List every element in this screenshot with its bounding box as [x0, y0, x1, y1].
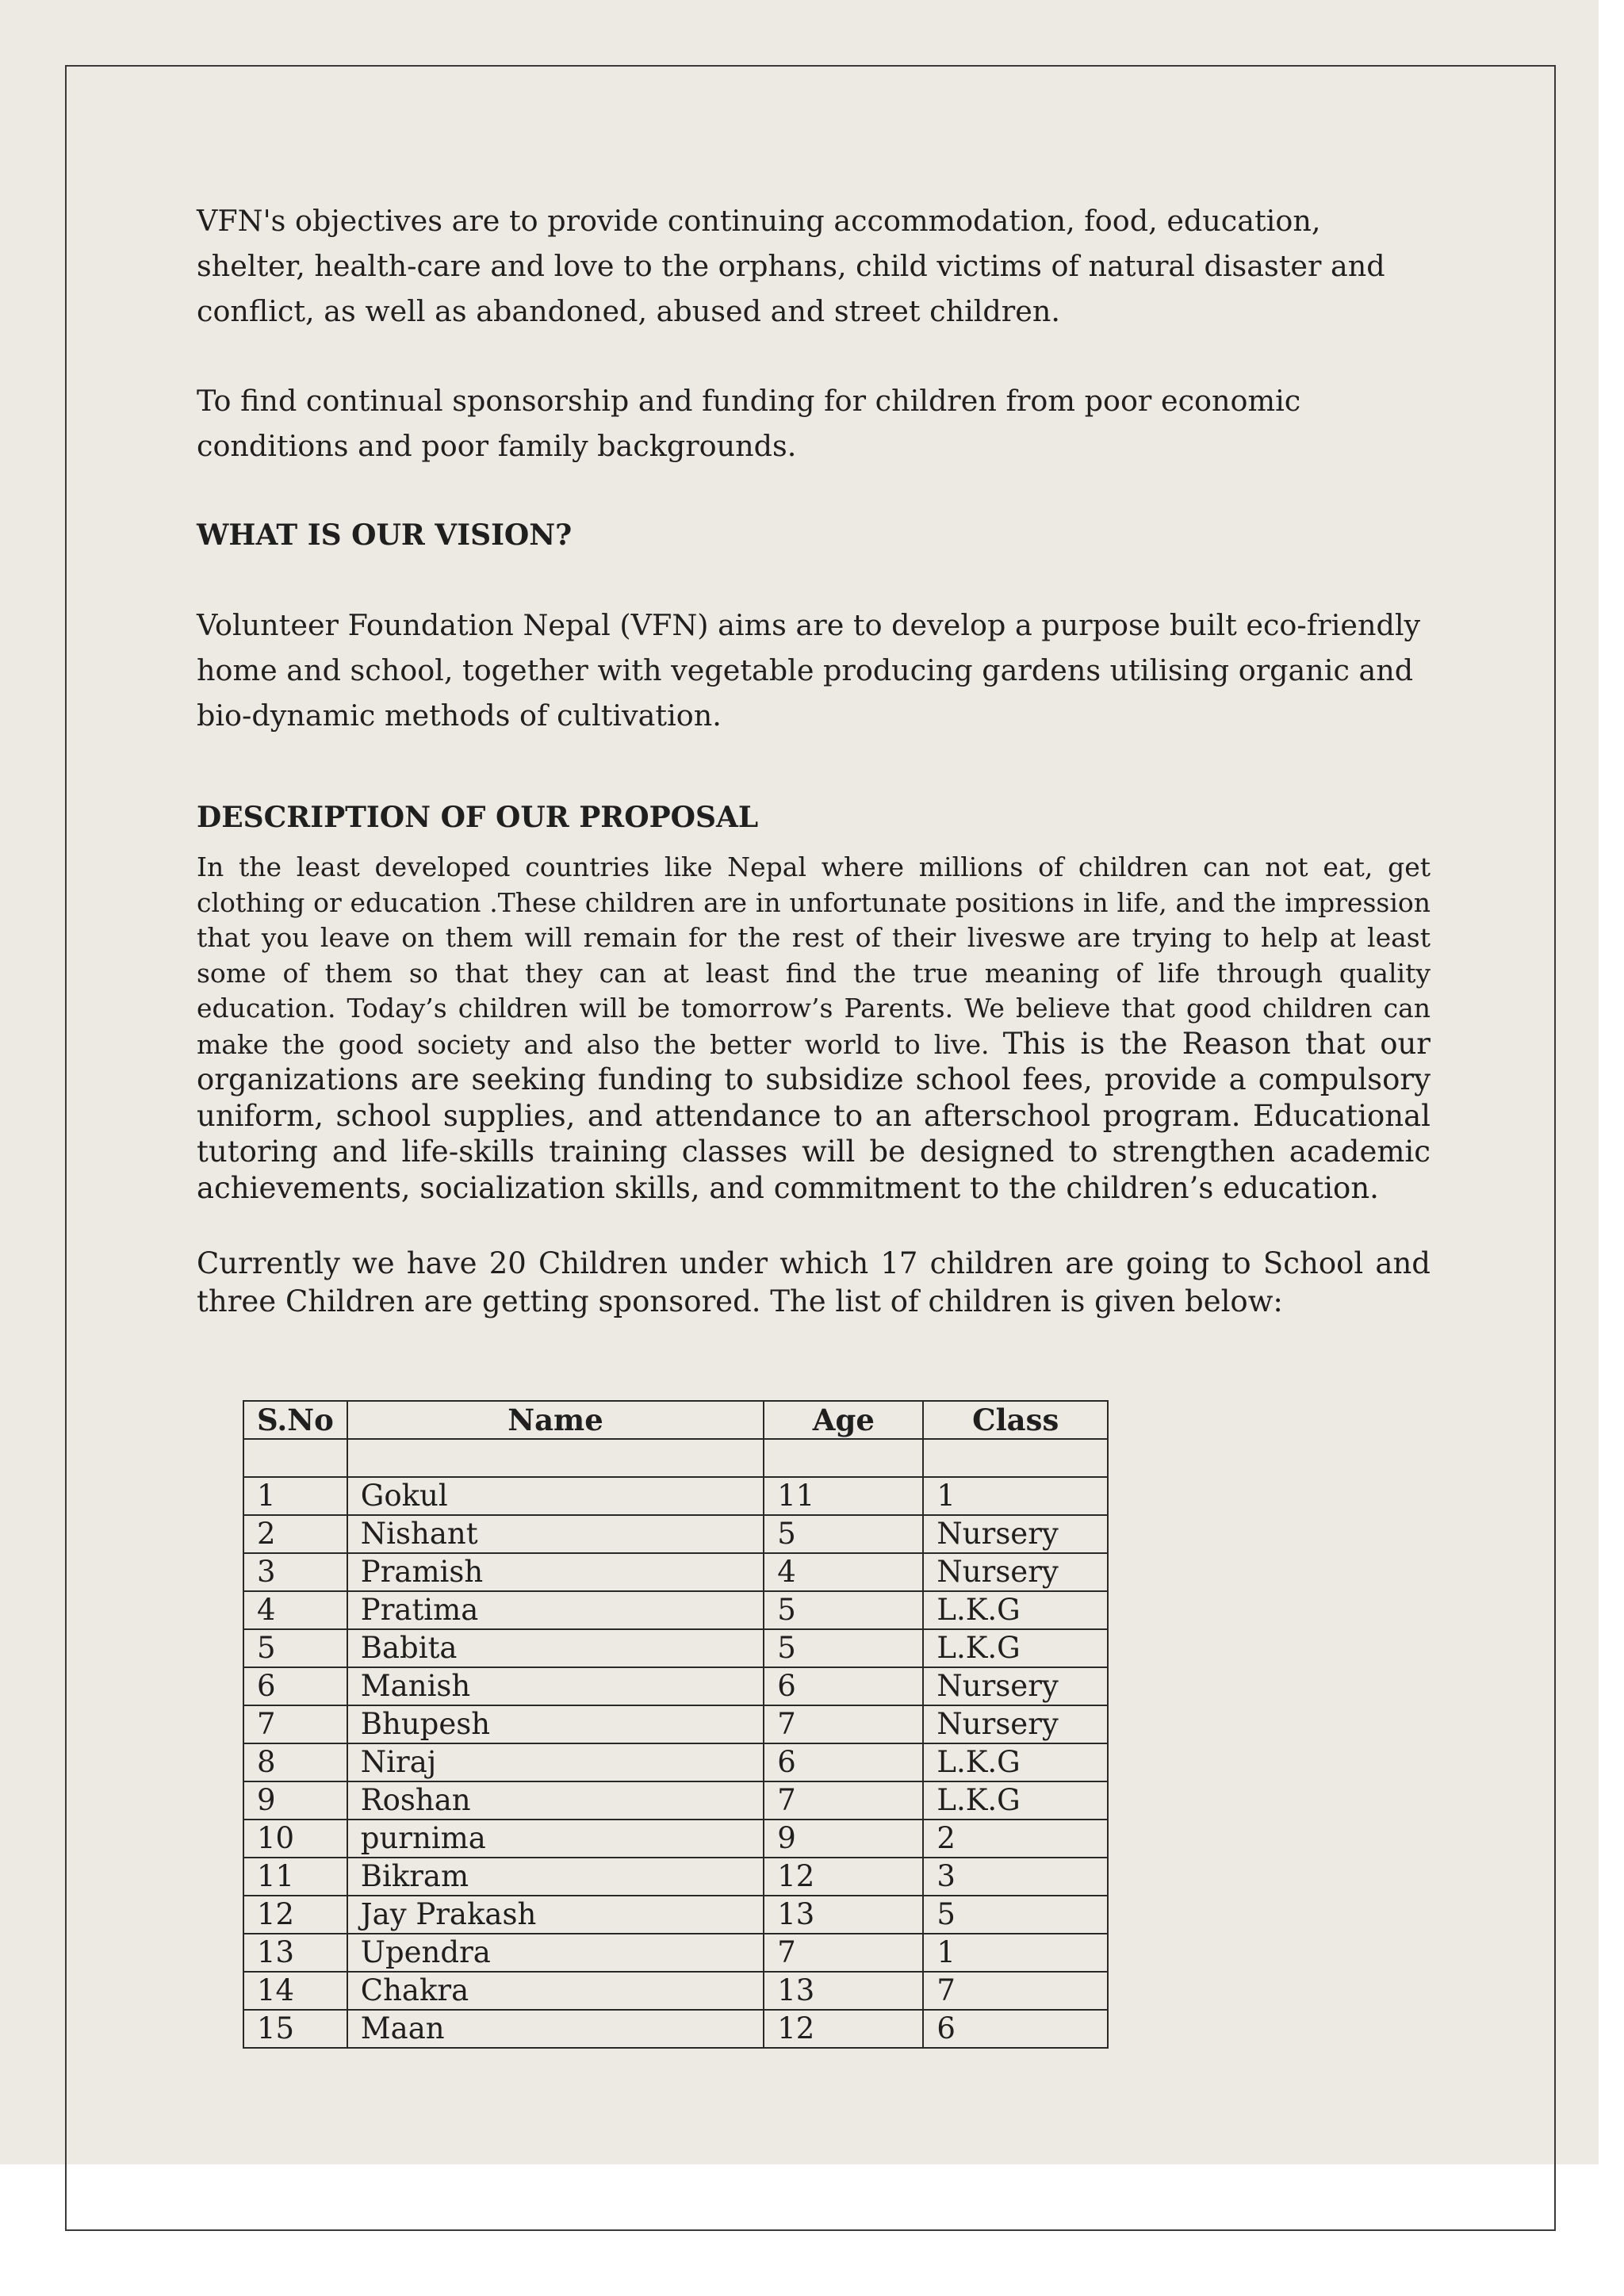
cell-class: Nursery: [923, 1553, 1108, 1591]
cell-name: Upendra: [347, 1934, 764, 1972]
cell-class: L.K.G: [923, 1743, 1108, 1781]
table-row: [243, 1667, 1108, 1705]
currently-paragraph: Currently we have 20 Children under which 17 children are going to School and three Children are getting sponsored. The list of children is given below:: [197, 1246, 1431, 1318]
cell-name: Nishant: [347, 1515, 764, 1553]
cell-age: 4: [764, 1553, 923, 1591]
header-name: Name: [347, 1401, 764, 1439]
vision-paragraph: Volunteer Foundation Nepal (VFN) aims are to develop a purpose built eco-friendly home and school, together with vegetable producing gardens utilising organic and bio-dynamic methods of cultivation.: [197, 608, 1421, 733]
table-row: [243, 1477, 1108, 1515]
cell-class: 3: [923, 1858, 1108, 1896]
cell-age: 12: [764, 1858, 923, 1896]
cell-name: Pramish: [347, 1553, 764, 1591]
document-body: [197, 198, 1431, 1321]
table-row: [243, 1934, 1108, 1972]
cell-sno: 6: [243, 1667, 347, 1705]
header-class: Class: [923, 1401, 1108, 1439]
cell-class: 1: [923, 1934, 1108, 1972]
cell-name: Chakra: [347, 1972, 764, 2010]
table-row: [243, 1896, 1108, 1934]
table-row: [243, 1743, 1108, 1781]
table-row: [243, 1439, 1108, 1477]
cell-sno: 11: [243, 1858, 347, 1896]
objectives-paragraph: VFN's objectives are to provide continuing accommodation, food, education, shelter, health-care and love to the orphans, child victims of natural disaster and conflict, as well as abandoned, abused and street children.: [197, 204, 1385, 328]
proposal-text-part-b: This is the Reason that our organizations are seeking funding to subsidize school fees, provide a compulsory uniform, school supplies, and attendance to an afterschool program. Educational tutoring and life-skills training classes will be designed to strengthen academic achievements, socialization skills, and commitment to the children’s education.: [197, 1026, 1431, 1205]
cell-name: Jay Prakash: [347, 1896, 764, 1934]
cell-name: Pratima: [347, 1591, 764, 1629]
cell-sno: 7: [243, 1705, 347, 1743]
cell-class: [923, 1439, 1108, 1477]
cell-class: 5: [923, 1896, 1108, 1934]
cell-name: Bhupesh: [347, 1705, 764, 1743]
cell-name: Niraj: [347, 1743, 764, 1781]
cell-name: Maan: [347, 2010, 764, 2048]
cell-age: 12: [764, 2010, 923, 2048]
proposal-heading: DESCRIPTION OF OUR PROPOSAL: [197, 801, 759, 834]
cell-sno: 12: [243, 1896, 347, 1934]
header-sno: S.No: [243, 1401, 347, 1439]
cell-sno: 5: [243, 1629, 347, 1667]
cell-sno: 10: [243, 1820, 347, 1858]
table-row: [243, 1553, 1108, 1591]
cell-age: 6: [764, 1743, 923, 1781]
vision-heading: WHAT IS OUR VISION?: [197, 519, 573, 552]
table-body: [243, 1439, 1108, 2048]
cell-class: Nursery: [923, 1705, 1108, 1743]
cell-sno: 3: [243, 1553, 347, 1591]
cell-name: Bikram: [347, 1858, 764, 1896]
cell-age: 5: [764, 1591, 923, 1629]
table-row: [243, 1972, 1108, 2010]
cell-sno: 13: [243, 1934, 347, 1972]
cell-class: L.K.G: [923, 1629, 1108, 1667]
cell-age: 11: [764, 1477, 923, 1515]
table-row: [243, 1629, 1108, 1667]
cell-class: L.K.G: [923, 1591, 1108, 1629]
cell-age: 5: [764, 1629, 923, 1667]
cell-name: Roshan: [347, 1781, 764, 1820]
cell-class: Nursery: [923, 1515, 1108, 1553]
cell-name: purnima: [347, 1820, 764, 1858]
cell-sno: 1: [243, 1477, 347, 1515]
cell-age: 13: [764, 1972, 923, 2010]
table-row: [243, 1705, 1108, 1743]
cell-age: [764, 1439, 923, 1477]
header-age: Age: [764, 1401, 923, 1439]
cell-sno: 9: [243, 1781, 347, 1820]
table-row: [243, 1858, 1108, 1896]
table-row: [243, 2010, 1108, 2048]
cell-name: Manish: [347, 1667, 764, 1705]
children-table: [243, 1400, 1109, 2049]
table-header-row: [243, 1401, 1108, 1439]
proposal-text-part-a: In the least developed countries like Nepal where millions of children can not eat, get clothing or education .These children are in unfortunate positions in life, and the impression that you leave on them will remain for the rest of their liveswe are trying to help at least some of them so that they can at least find the true meaning of life through quality education. Today’s children will be tomorrow’s Parents. We believe that good children can make the good society and also the better world to live.: [197, 851, 1431, 1060]
cell-class: 1: [923, 1477, 1108, 1515]
cell-sno: 14: [243, 1972, 347, 2010]
sponsorship-paragraph: To find continual sponsorship and funding for children from poor economic conditions and poor family backgrounds.: [197, 384, 1301, 463]
proposal-paragraph: [197, 850, 1431, 1207]
cell-sno: 8: [243, 1743, 347, 1781]
cell-name: Babita: [347, 1629, 764, 1667]
table-row: [243, 1591, 1108, 1629]
cell-sno: 2: [243, 1515, 347, 1553]
table-row: [243, 1781, 1108, 1820]
cell-sno: [243, 1439, 347, 1477]
cell-age: 13: [764, 1896, 923, 1934]
cell-age: 7: [764, 1781, 923, 1820]
cell-age: 7: [764, 1705, 923, 1743]
cell-name: Gokul: [347, 1477, 764, 1515]
cell-sno: 15: [243, 2010, 347, 2048]
cell-class: 7: [923, 1972, 1108, 2010]
cell-age: 7: [764, 1934, 923, 1972]
cell-class: 6: [923, 2010, 1108, 2048]
cell-sno: 4: [243, 1591, 347, 1629]
cell-class: 2: [923, 1820, 1108, 1858]
cell-class: L.K.G: [923, 1781, 1108, 1820]
table-row: [243, 1820, 1108, 1858]
cell-age: 9: [764, 1820, 923, 1858]
cell-name: [347, 1439, 764, 1477]
cell-age: 6: [764, 1667, 923, 1705]
cell-age: 5: [764, 1515, 923, 1553]
table-row: [243, 1515, 1108, 1553]
cell-class: Nursery: [923, 1667, 1108, 1705]
